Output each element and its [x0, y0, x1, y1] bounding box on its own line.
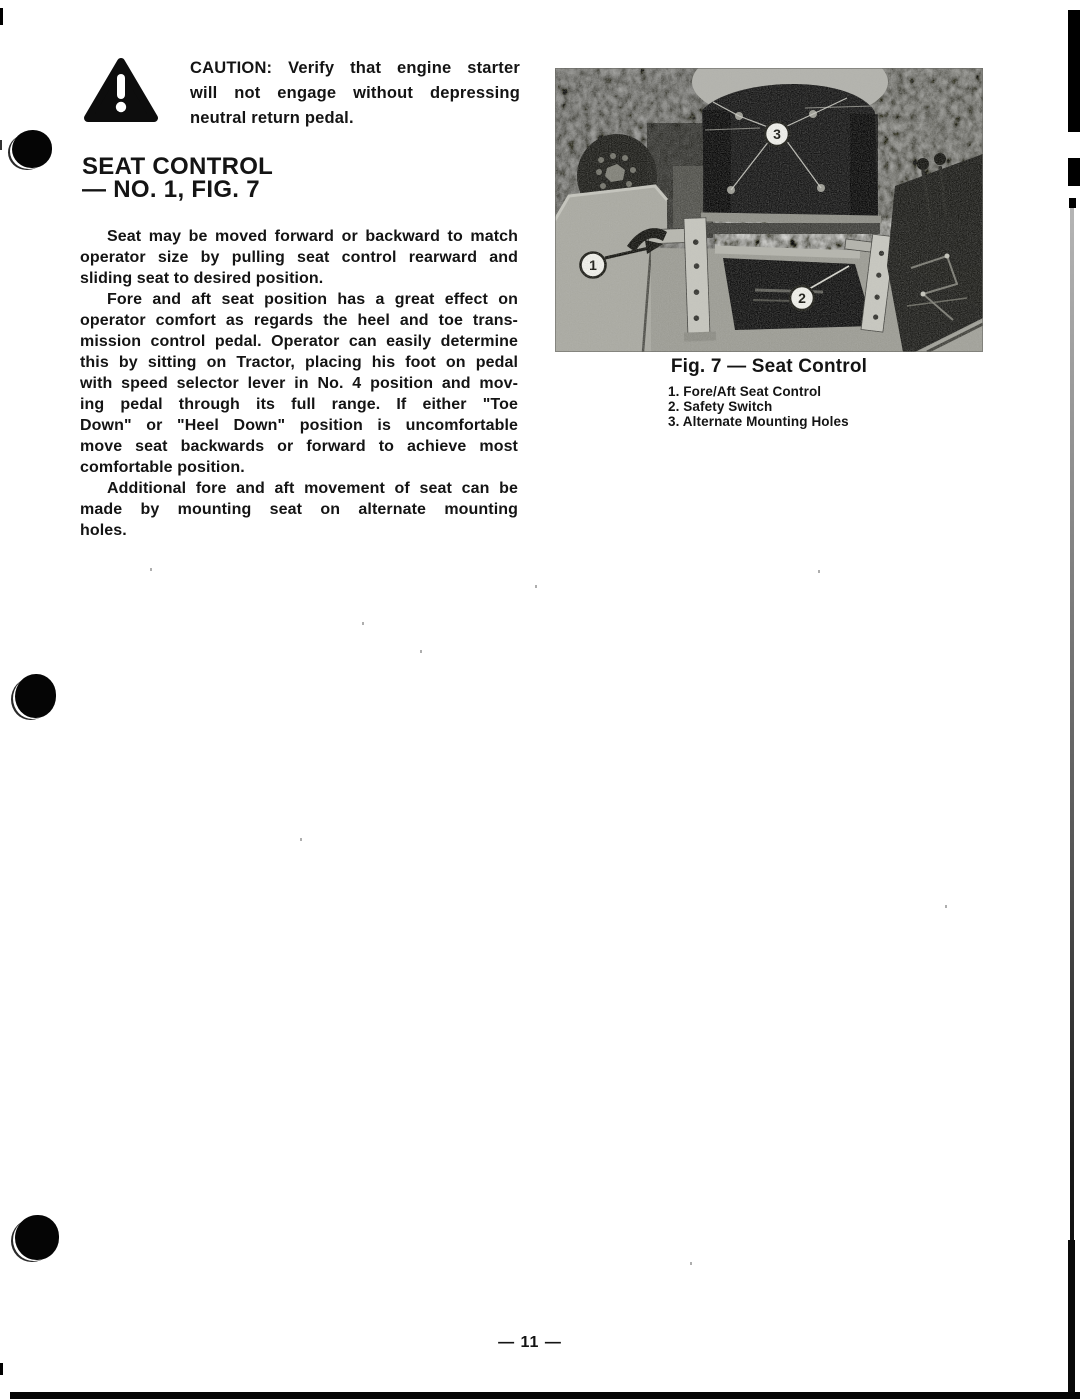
body-line: made by mounting seat on alternate mounting: [80, 501, 518, 518]
scan-speck: [690, 1262, 692, 1265]
scan-edge-mark: [0, 140, 2, 150]
binding-dot: [15, 1215, 59, 1260]
body-text: [80, 226, 518, 541]
caution-line: will not engage without depressing: [190, 84, 520, 102]
section-title: [82, 155, 273, 201]
scan-edge-mark: [0, 8, 3, 25]
figure-legend: [668, 384, 849, 429]
scan-speck: [818, 570, 820, 573]
scan-edge-mark: [0, 1363, 3, 1375]
body-line: comfortable position.: [80, 459, 245, 476]
scan-edge-mark: [1068, 158, 1080, 186]
body-line: operator comfort as regards the heel and toe trans-: [80, 312, 518, 329]
body-line: Down" or "Heel Down" position is uncomfortable: [80, 417, 518, 434]
body-line: Fore and aft seat position has a great effect on: [107, 291, 518, 308]
scan-bottom-bar: [10, 1392, 1080, 1399]
warning-triangle-icon: [83, 57, 159, 125]
scan-speck: [362, 622, 364, 625]
warning-icon: [83, 57, 159, 125]
scan-edge-mark: [1068, 10, 1080, 132]
scan-edge-line: [1070, 208, 1074, 1392]
body-line: sliding seat to desired position.: [80, 270, 324, 287]
scan-speck: [150, 568, 152, 571]
scan-speck: [300, 838, 302, 841]
body-line: with speed selector lever in No. 4 position and mov-: [80, 375, 518, 392]
body-line: Seat may be moved forward or backward to match: [107, 228, 518, 245]
body-line: this by sitting on Tractor, placing his foot on pedal: [80, 354, 518, 371]
body-line: ing pedal through its full range. If either "Toe: [80, 396, 518, 413]
scan-edge-line: [1068, 1240, 1075, 1392]
body-line: operator size by pulling seat control rearward and: [80, 249, 518, 266]
seat-control-photo: [555, 68, 983, 352]
body-line: holes.: [80, 522, 127, 539]
section-title-line1: SEAT CONTROL: [82, 153, 274, 180]
figure-caption: Fig. 7 — Seat Control: [670, 356, 868, 377]
caution-note: [190, 56, 520, 131]
body-line: mission control pedal. Operator can easily determine: [80, 333, 518, 350]
scan-speck: [535, 585, 537, 588]
scan-speck: [945, 905, 947, 908]
scan-speck: [420, 650, 422, 653]
caution-line: neutral return pedal.: [190, 109, 354, 127]
body-line: Additional fore and aft movement of seat can be: [107, 480, 518, 497]
scan-edge-mark: [1069, 198, 1076, 208]
legend-item: 3. Alternate Mounting Holes: [668, 414, 849, 429]
binding-dot: [12, 130, 52, 168]
legend-item: 1. Fore/Aft Seat Control: [668, 384, 822, 399]
body-line: move seat backwards or forward to achieve most: [80, 438, 518, 455]
binding-dot: [15, 674, 56, 718]
legend-item: 2. Safety Switch: [668, 399, 773, 414]
page-number: — 11 —: [498, 1334, 562, 1351]
caution-line: CAUTION: Verify that engine starter: [190, 59, 520, 77]
section-title-line2: — NO. 1, FIG. 7: [82, 176, 260, 203]
figure-photo: [555, 68, 983, 352]
